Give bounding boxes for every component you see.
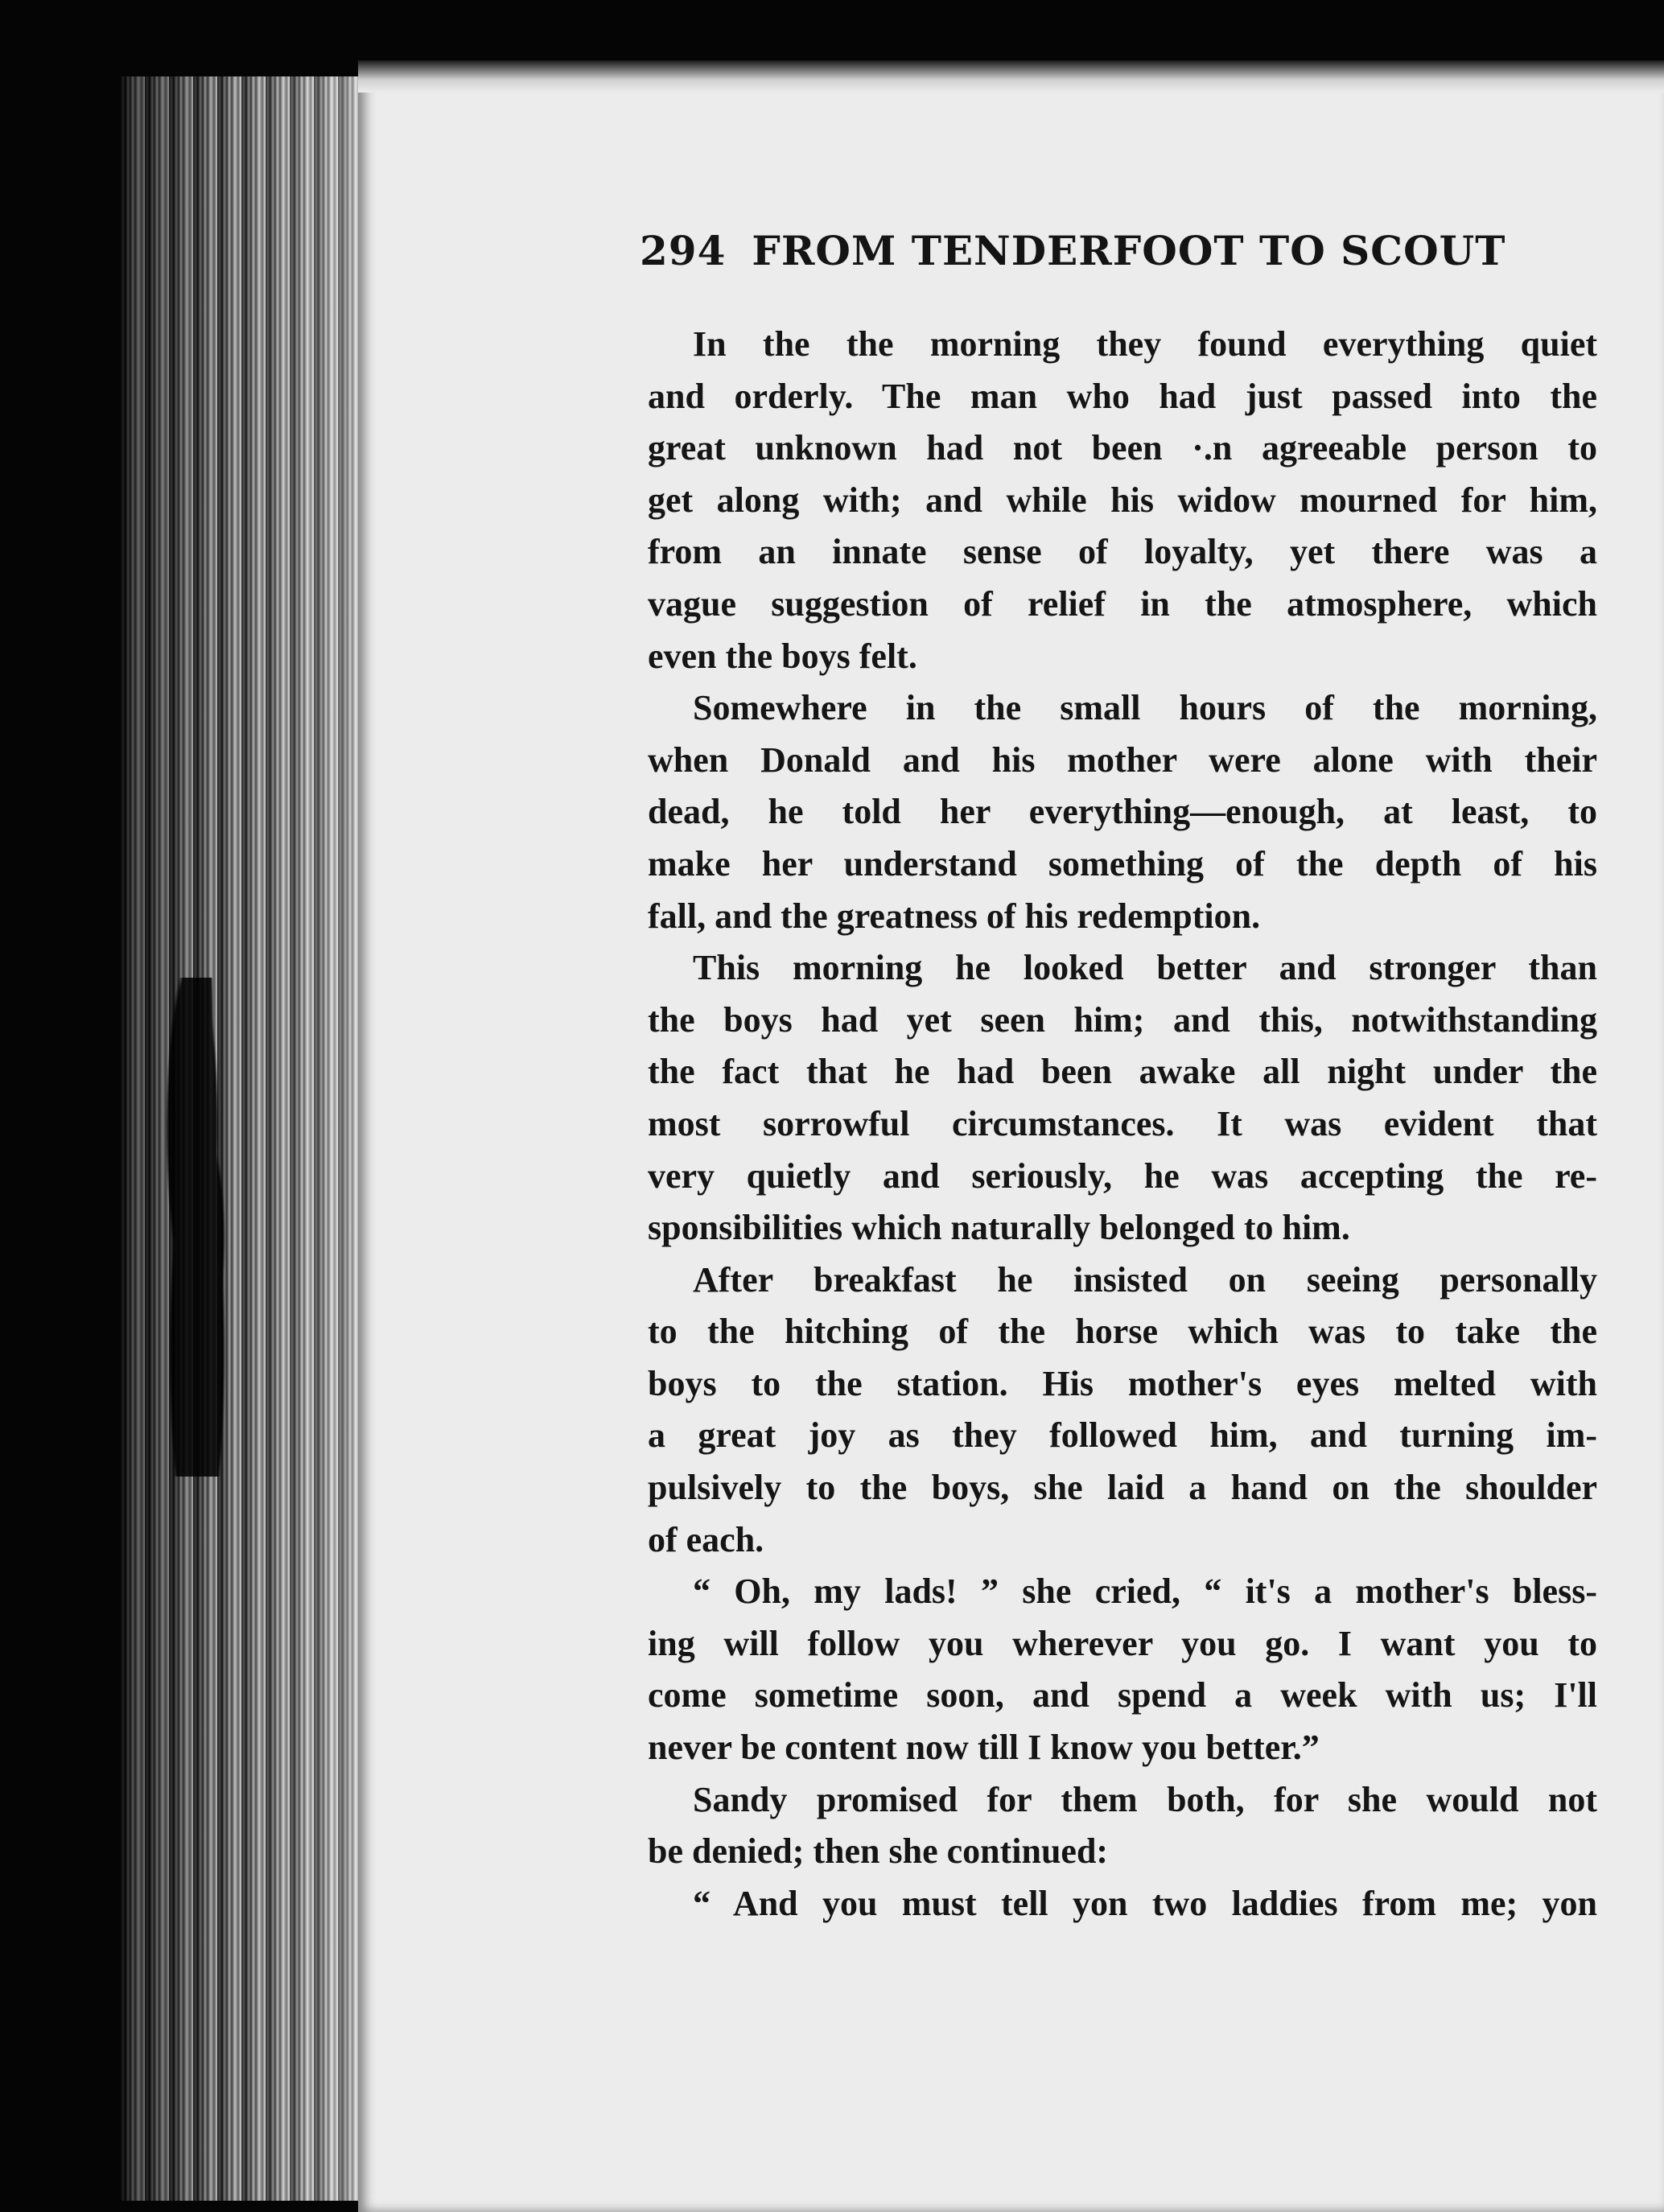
paragraph (648, 942, 1597, 1254)
paragraph (648, 1254, 1597, 1567)
text-line: ing will follow you wherever you go. I want you to (648, 1623, 1597, 1663)
text-line: sponsibilities which naturally belonged to him. (648, 1208, 1350, 1248)
text-line: After breakfast he insisted on seeing personally (693, 1259, 1597, 1300)
text-line: the fact that he had been awake all night under the (648, 1052, 1597, 1092)
body-text (648, 319, 1597, 1930)
text-line: make her understand something of the depth of his (648, 843, 1597, 884)
page-number: 294 (640, 227, 727, 274)
text-line: very quietly and seriously, he was accepting the re- (648, 1155, 1597, 1196)
text-line: a great joy as they followed him, and turning im- (648, 1415, 1597, 1456)
text-line: “ And you must tell yon two laddies from me; yon (693, 1883, 1597, 1923)
text-line: pulsively to the boys, she laid a hand on the shoulder (648, 1468, 1597, 1508)
running-head (640, 227, 1597, 274)
text-line: the boys had yet seen him; and this, notwithstanding (648, 999, 1597, 1040)
page-top-shadow (358, 60, 1664, 93)
text-line: never be content now till I know you better.” (648, 1728, 1320, 1768)
text-line: most sorrowful circumstances. It was evident that (648, 1103, 1597, 1143)
text-line: dead, he told her everything—enough, at least, to (648, 792, 1597, 832)
text-line: Somewhere in the small hours of the morning, (693, 688, 1597, 728)
text-line: Sandy promised for them both, for she would not (693, 1779, 1597, 1819)
edge-stamp-mark (149, 978, 245, 1477)
text-line: even the boys felt. (648, 636, 917, 676)
text-line: from an innate sense of loyalty, yet there was a (648, 532, 1597, 572)
text-line: In the the morning they found everything quiet (693, 324, 1597, 364)
text-line: great unknown had not been ·.n agreeable person to (648, 428, 1597, 468)
paragraph (648, 319, 1597, 682)
text-line: vague suggestion of relief in the atmosphere, which (648, 583, 1597, 624)
text-line: boys to the station. His mother's eyes melted with (648, 1363, 1597, 1403)
text-line: “ Oh, my lads! ” she cried, “ it's a mother's bless- (693, 1571, 1597, 1612)
text-line: of each. (648, 1519, 764, 1559)
text-line: and orderly. The man who had just passed into the (648, 376, 1597, 416)
text-line: come sometime soon, and spend a week with us; I'll (648, 1675, 1597, 1716)
text-line: be denied; then she continued: (648, 1831, 1109, 1872)
paragraph (648, 682, 1597, 942)
text-line: to the hitching of the horse which was to take the (648, 1312, 1597, 1352)
running-title: FROM TENDERFOOT TO SCOUT (752, 227, 1506, 274)
paragraph (648, 1878, 1597, 1930)
text-line: fall, and the greatness of his redemption. (648, 896, 1261, 936)
paragraph (648, 1774, 1597, 1878)
text-line: get along with; and while his widow mourned for him, (648, 480, 1597, 520)
paragraph (648, 1566, 1597, 1773)
text-line: This morning he looked better and stronger than (693, 948, 1597, 988)
text-line: when Donald and his mother were alone with their (648, 739, 1597, 780)
